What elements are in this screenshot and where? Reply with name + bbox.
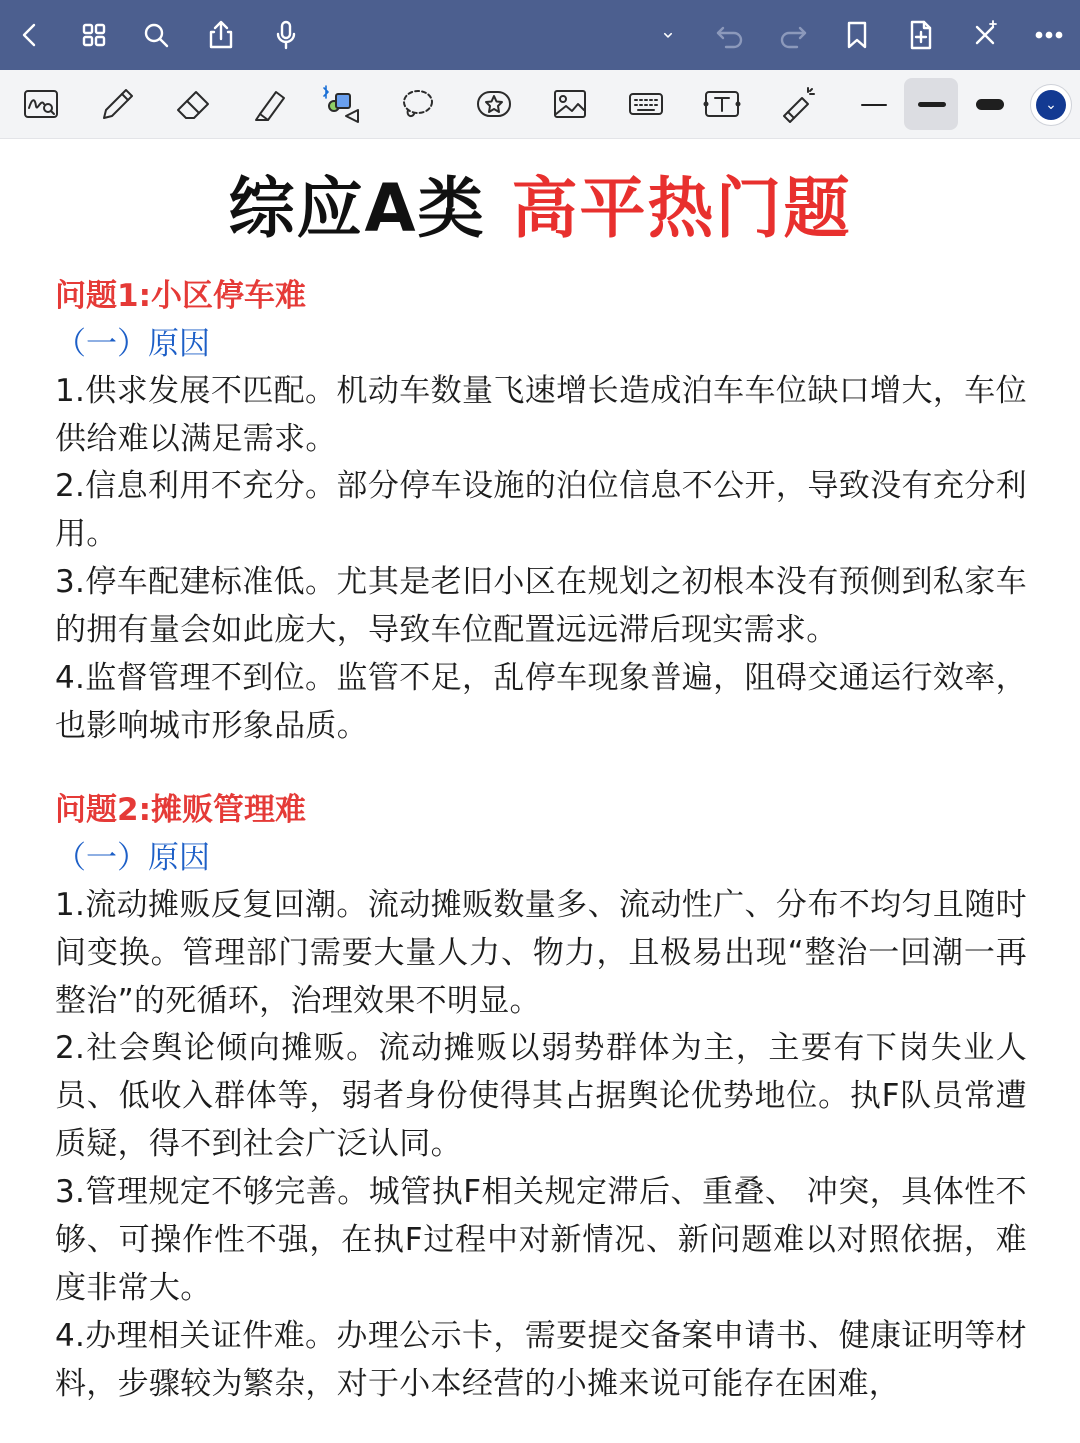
paragraph: 1.流动摊贩反复回潮。流动摊贩数量多、流动性广、分布不均匀且随时间变换。管理部门需要大量人力、物力，且极易出现“整治一回潮一再整治”的死循环，治理效果不明显。 bbox=[55, 887, 1027, 1019]
share-button[interactable] bbox=[199, 13, 243, 57]
pen-icon bbox=[94, 84, 138, 124]
paragraph: 3.停车配建标准低。尤其是老旧小区在规划之初根本没有预侧到私家车的拥有量会如此庞大，导致车位配置远远滞后现实需求。 bbox=[55, 564, 1027, 648]
bookmark-button[interactable] bbox=[835, 13, 879, 57]
image-tool[interactable] bbox=[546, 82, 594, 126]
search-button[interactable] bbox=[134, 13, 178, 57]
document-page bbox=[0, 138, 1080, 1443]
sticker-tool[interactable] bbox=[470, 82, 518, 126]
paragraph: 4.监督管理不到位。监管不足，乱停车现象普遍，阻碍交通运行效率，也影响城市形象品质。 bbox=[55, 660, 1027, 744]
add-page-button[interactable] bbox=[899, 13, 943, 57]
page-title bbox=[0, 166, 1080, 252]
highlighter-icon bbox=[246, 84, 290, 124]
paragraph: 2.信息利用不充分。部分停车设施的泊位信息不公开，导致没有充分利用。 bbox=[55, 468, 1027, 552]
section-title: 问题1:小区停车难 bbox=[55, 278, 306, 314]
stroke-width-medium[interactable] bbox=[918, 102, 946, 107]
shapes-icon bbox=[320, 84, 364, 124]
paragraph: 4.办理相关证件难。办理公示卡，需要提交备案申请书、健康证明等材料，步骤较为繁杂，对于小本经营的小摊来说可能存在困难， bbox=[55, 1318, 1027, 1402]
laser-pointer-tool[interactable] bbox=[774, 82, 822, 126]
redo-button[interactable] bbox=[771, 13, 815, 57]
text-box-icon bbox=[700, 84, 744, 124]
paragraph: 1.供求发展不匹配。机动车数量飞速增长造成泊车车位缺口增大，车位供给难以满足需求。 bbox=[55, 373, 1027, 457]
pen-color-picker[interactable] bbox=[1030, 84, 1072, 126]
search-icon bbox=[139, 18, 173, 52]
back-button[interactable] bbox=[8, 13, 52, 57]
paragraph: 2.社会舆论倾向摊贩。流动摊贩以弱势群体为主，主要有下岗失业人员、低收入群体等，弱者身份使得其占据舆论优势地位。执F队员常遭质疑，得不到社会广泛认同。 bbox=[55, 1030, 1027, 1162]
keyboard-tool[interactable] bbox=[622, 82, 670, 126]
undo-icon bbox=[713, 18, 747, 52]
stroke-width-thick[interactable] bbox=[976, 99, 1004, 110]
text-box-tool[interactable] bbox=[698, 82, 746, 126]
laser-pointer-icon bbox=[776, 84, 820, 124]
more-button[interactable] bbox=[1027, 13, 1071, 57]
shapes-tool[interactable] bbox=[318, 82, 366, 126]
chevron-down-icon: ⌄ bbox=[1045, 97, 1057, 113]
sticker-icon bbox=[472, 84, 516, 124]
eraser-icon bbox=[170, 84, 214, 124]
microphone-icon bbox=[269, 18, 303, 52]
handwriting-search-tool[interactable] bbox=[17, 82, 65, 126]
color-swatch bbox=[1036, 90, 1066, 120]
title-black: 综应A类 bbox=[228, 170, 486, 247]
undo-button[interactable] bbox=[708, 13, 752, 57]
add-page-icon bbox=[904, 18, 938, 52]
chevron-down-icon bbox=[657, 24, 679, 46]
share-icon bbox=[204, 18, 238, 52]
eraser-tool[interactable] bbox=[168, 82, 216, 126]
keyboard-icon bbox=[624, 84, 668, 124]
lasso-tool[interactable] bbox=[394, 82, 442, 126]
back-icon bbox=[13, 18, 47, 52]
grid-view-button[interactable] bbox=[72, 13, 116, 57]
lasso-icon bbox=[396, 84, 440, 124]
section-subhead: （一）原因 bbox=[55, 840, 210, 876]
pen-tool[interactable] bbox=[92, 82, 140, 126]
title-dropdown-button[interactable] bbox=[646, 13, 690, 57]
stroke-width-thin[interactable] bbox=[861, 104, 887, 106]
highlighter-tool[interactable] bbox=[244, 82, 292, 126]
more-icon bbox=[1032, 18, 1066, 52]
close-button[interactable] bbox=[963, 13, 1007, 57]
title-red: 高平热门题 bbox=[511, 170, 852, 247]
top-navigation-bar bbox=[0, 0, 1080, 70]
bookmark-icon bbox=[840, 18, 874, 52]
image-icon bbox=[548, 84, 592, 124]
redo-icon bbox=[776, 18, 810, 52]
paragraph: 3.管理规定不够完善。城管执F相关规定滞后、重叠、 冲突，具体性不够、可操作性不强，在执F过程中对新情况、新问题难以对照依据，难度非常大。 bbox=[55, 1174, 1027, 1306]
section-title: 问题2:摊贩管理难 bbox=[55, 792, 306, 828]
section-subhead: （一）原因 bbox=[55, 326, 210, 362]
microphone-button[interactable] bbox=[264, 13, 308, 57]
close-icon bbox=[968, 18, 1002, 52]
grid-icon bbox=[77, 18, 111, 52]
handwriting-search-icon bbox=[19, 84, 63, 124]
